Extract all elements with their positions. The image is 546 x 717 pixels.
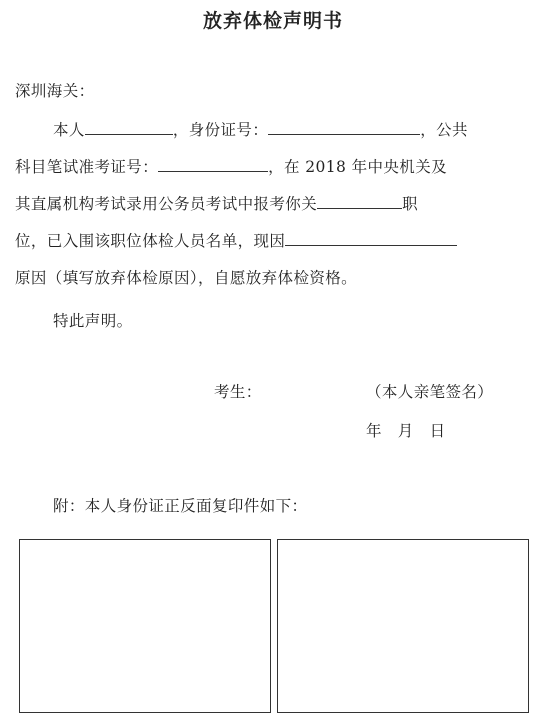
paragraph-text: 其直属机构考试录用公务员考试中报考你关 bbox=[15, 195, 318, 213]
signature-hint: （本人亲笔签名） bbox=[366, 383, 494, 401]
id-card-front-box bbox=[19, 539, 271, 713]
paragraph-line-4 bbox=[15, 231, 457, 251]
closing-statement: 特此声明。 bbox=[53, 312, 133, 330]
document-title: 放弃体检声明书 bbox=[202, 10, 343, 32]
addressee: 深圳海关： bbox=[15, 82, 95, 100]
position-blank[interactable] bbox=[317, 194, 402, 209]
reason-blank[interactable] bbox=[285, 231, 457, 246]
id-number-blank[interactable] bbox=[268, 120, 420, 135]
paragraph-line-2 bbox=[15, 157, 447, 177]
exam-ticket-blank[interactable] bbox=[158, 157, 268, 172]
paragraph-text: ，公共 bbox=[420, 121, 468, 139]
paragraph-text: 位，已入围该职位体检人员名单，现因 bbox=[15, 232, 286, 250]
paragraph-line-1 bbox=[53, 120, 468, 140]
attachment-note: 附：本人身份证正反面复印件如下： bbox=[53, 497, 308, 515]
candidate-label: 考生： bbox=[214, 383, 262, 401]
paragraph-text: ，身份证号： bbox=[172, 121, 269, 139]
paragraph-text: 本人 bbox=[53, 121, 85, 139]
signature-date: 年 月 日 bbox=[366, 422, 446, 440]
paragraph-line-5: 原因（填写放弃体检原因），自愿放弃体检资格。 bbox=[15, 269, 358, 287]
id-card-back-box bbox=[277, 539, 529, 713]
paragraph-line-3 bbox=[15, 194, 418, 214]
paragraph-text: ，在 2018 年中央机关及 bbox=[268, 158, 448, 176]
name-blank[interactable] bbox=[85, 120, 173, 135]
paragraph-text: 科目笔试准考证号： bbox=[15, 158, 159, 176]
paragraph-text: 职 bbox=[402, 195, 419, 213]
